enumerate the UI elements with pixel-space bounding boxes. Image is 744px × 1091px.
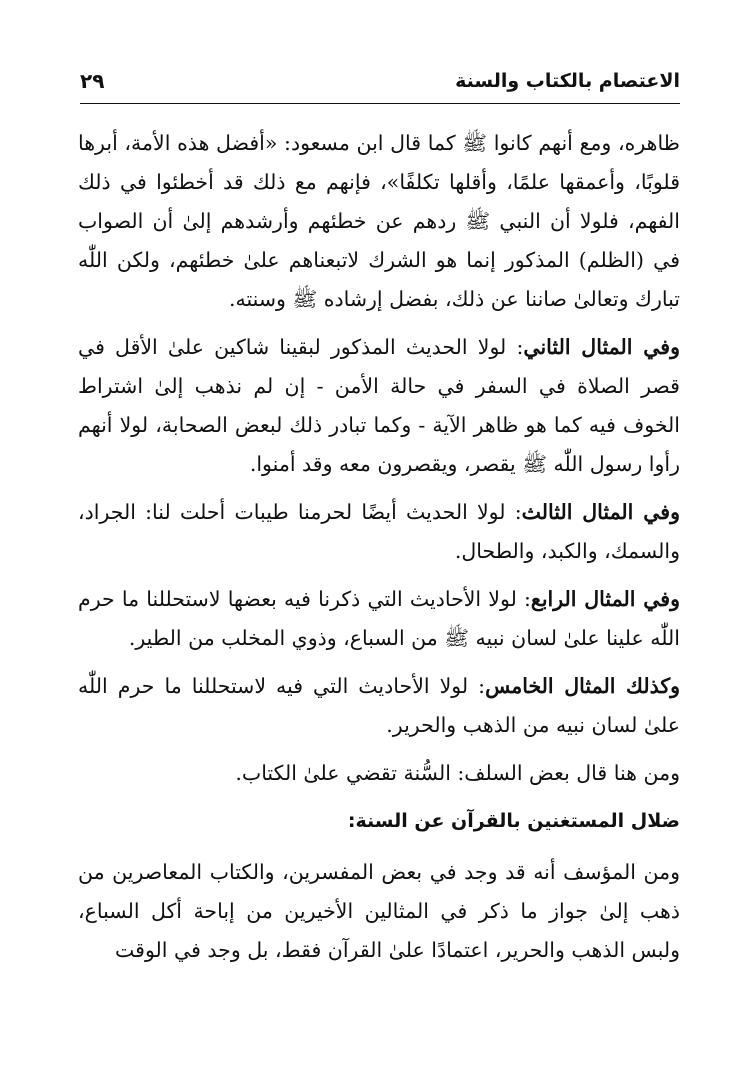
paragraph-text: : لولا الأحاديث التي فيه لاستحللنا ما حرم اللّٰه علىٰ لسان نبيه من الذهب والحرير. <box>78 674 680 737</box>
paragraph-3 <box>78 493 680 571</box>
running-title: الاعتصام بالكتاب والسنة <box>455 70 680 92</box>
page-body <box>78 124 680 970</box>
paragraph-2 <box>78 328 680 484</box>
paragraph-lead: وفي المثال الرابع <box>530 587 680 611</box>
paragraph-6 <box>78 754 680 793</box>
paragraph-text: : لولا الأحاديث التي ذكرنا فيه بعضها لاستحللنا ما حرم اللّٰه علينا علىٰ لسان نبيه ﷺ من السباع، وذوي المخلب من الطير. <box>78 587 680 650</box>
section-heading: ضلال المستغنين بالقرآن عن السنة: <box>347 810 680 832</box>
paragraph-text: : لولا الحديث أيضًا لحرمنا طيبات أحلت لنا: الجراد، والسمك، والكبد، والطحال. <box>78 500 680 563</box>
paragraph-text: ظاهره، ومع أنهم كانوا ﷺ كما قال ابن مسعود: «أفضل هذه الأمة، أبرها قلوبًا، وأعمقها علمًا، وأقلها تكلفًا»، فإنهم مع ذلك قد أخطئوا في ذلك الفهم، فلولا أن النبي ﷺ ردهم عن خطئهم وأرشدهم إلىٰ أن الصواب في (الظلم) المذكور إنما هو الشرك لاتبعناهم علىٰ خطئهم، ولكن اللّٰه تبارك وتعالىٰ صاننا عن ذلك، بفضل إرشاده ﷺ وسنته. <box>78 131 680 311</box>
paragraph-lead: وفي المثال الثالث <box>521 500 680 524</box>
page-header <box>80 66 680 100</box>
page-number: ٢٩ <box>80 69 105 93</box>
paragraph-lead: وفي المثال الثاني <box>523 335 680 359</box>
paragraph-lead: وكذلك المثال الخامس <box>485 674 680 698</box>
final-paragraph: ومن المؤسف أنه قد وجد في بعض المفسرين، والكتاب المعاصرين من ذهب إلىٰ جواز ما ذكر في المثالين الأخيرين من إباحة أكل السباع، ولبس الذهب والحرير، اعتمادًا علىٰ القرآن فقط، بل وجد في الوقت <box>78 860 680 962</box>
paragraph-1 <box>78 124 680 319</box>
paragraph-4 <box>78 580 680 658</box>
paragraph-5 <box>78 667 680 745</box>
paragraph-text: : لولا الحديث المذكور لبقينا شاكين علىٰ الأقل في قصر الصلاة في السفر في حالة الأمن - إن لم نذهب إلىٰ اشتراط الخوف فيه كما هو ظاهر الآية - وكما تبادر ذلك لبعض الصحابة، لولا أنهم رأوا رسول اللّٰه ﷺ يقصر، ويقصرون معه وقد أمنوا. <box>78 335 680 476</box>
header-rule <box>80 103 680 104</box>
paragraph-text: ومن هنا قال بعض السلف: السُّنة تقضي علىٰ الكتاب. <box>235 761 680 785</box>
